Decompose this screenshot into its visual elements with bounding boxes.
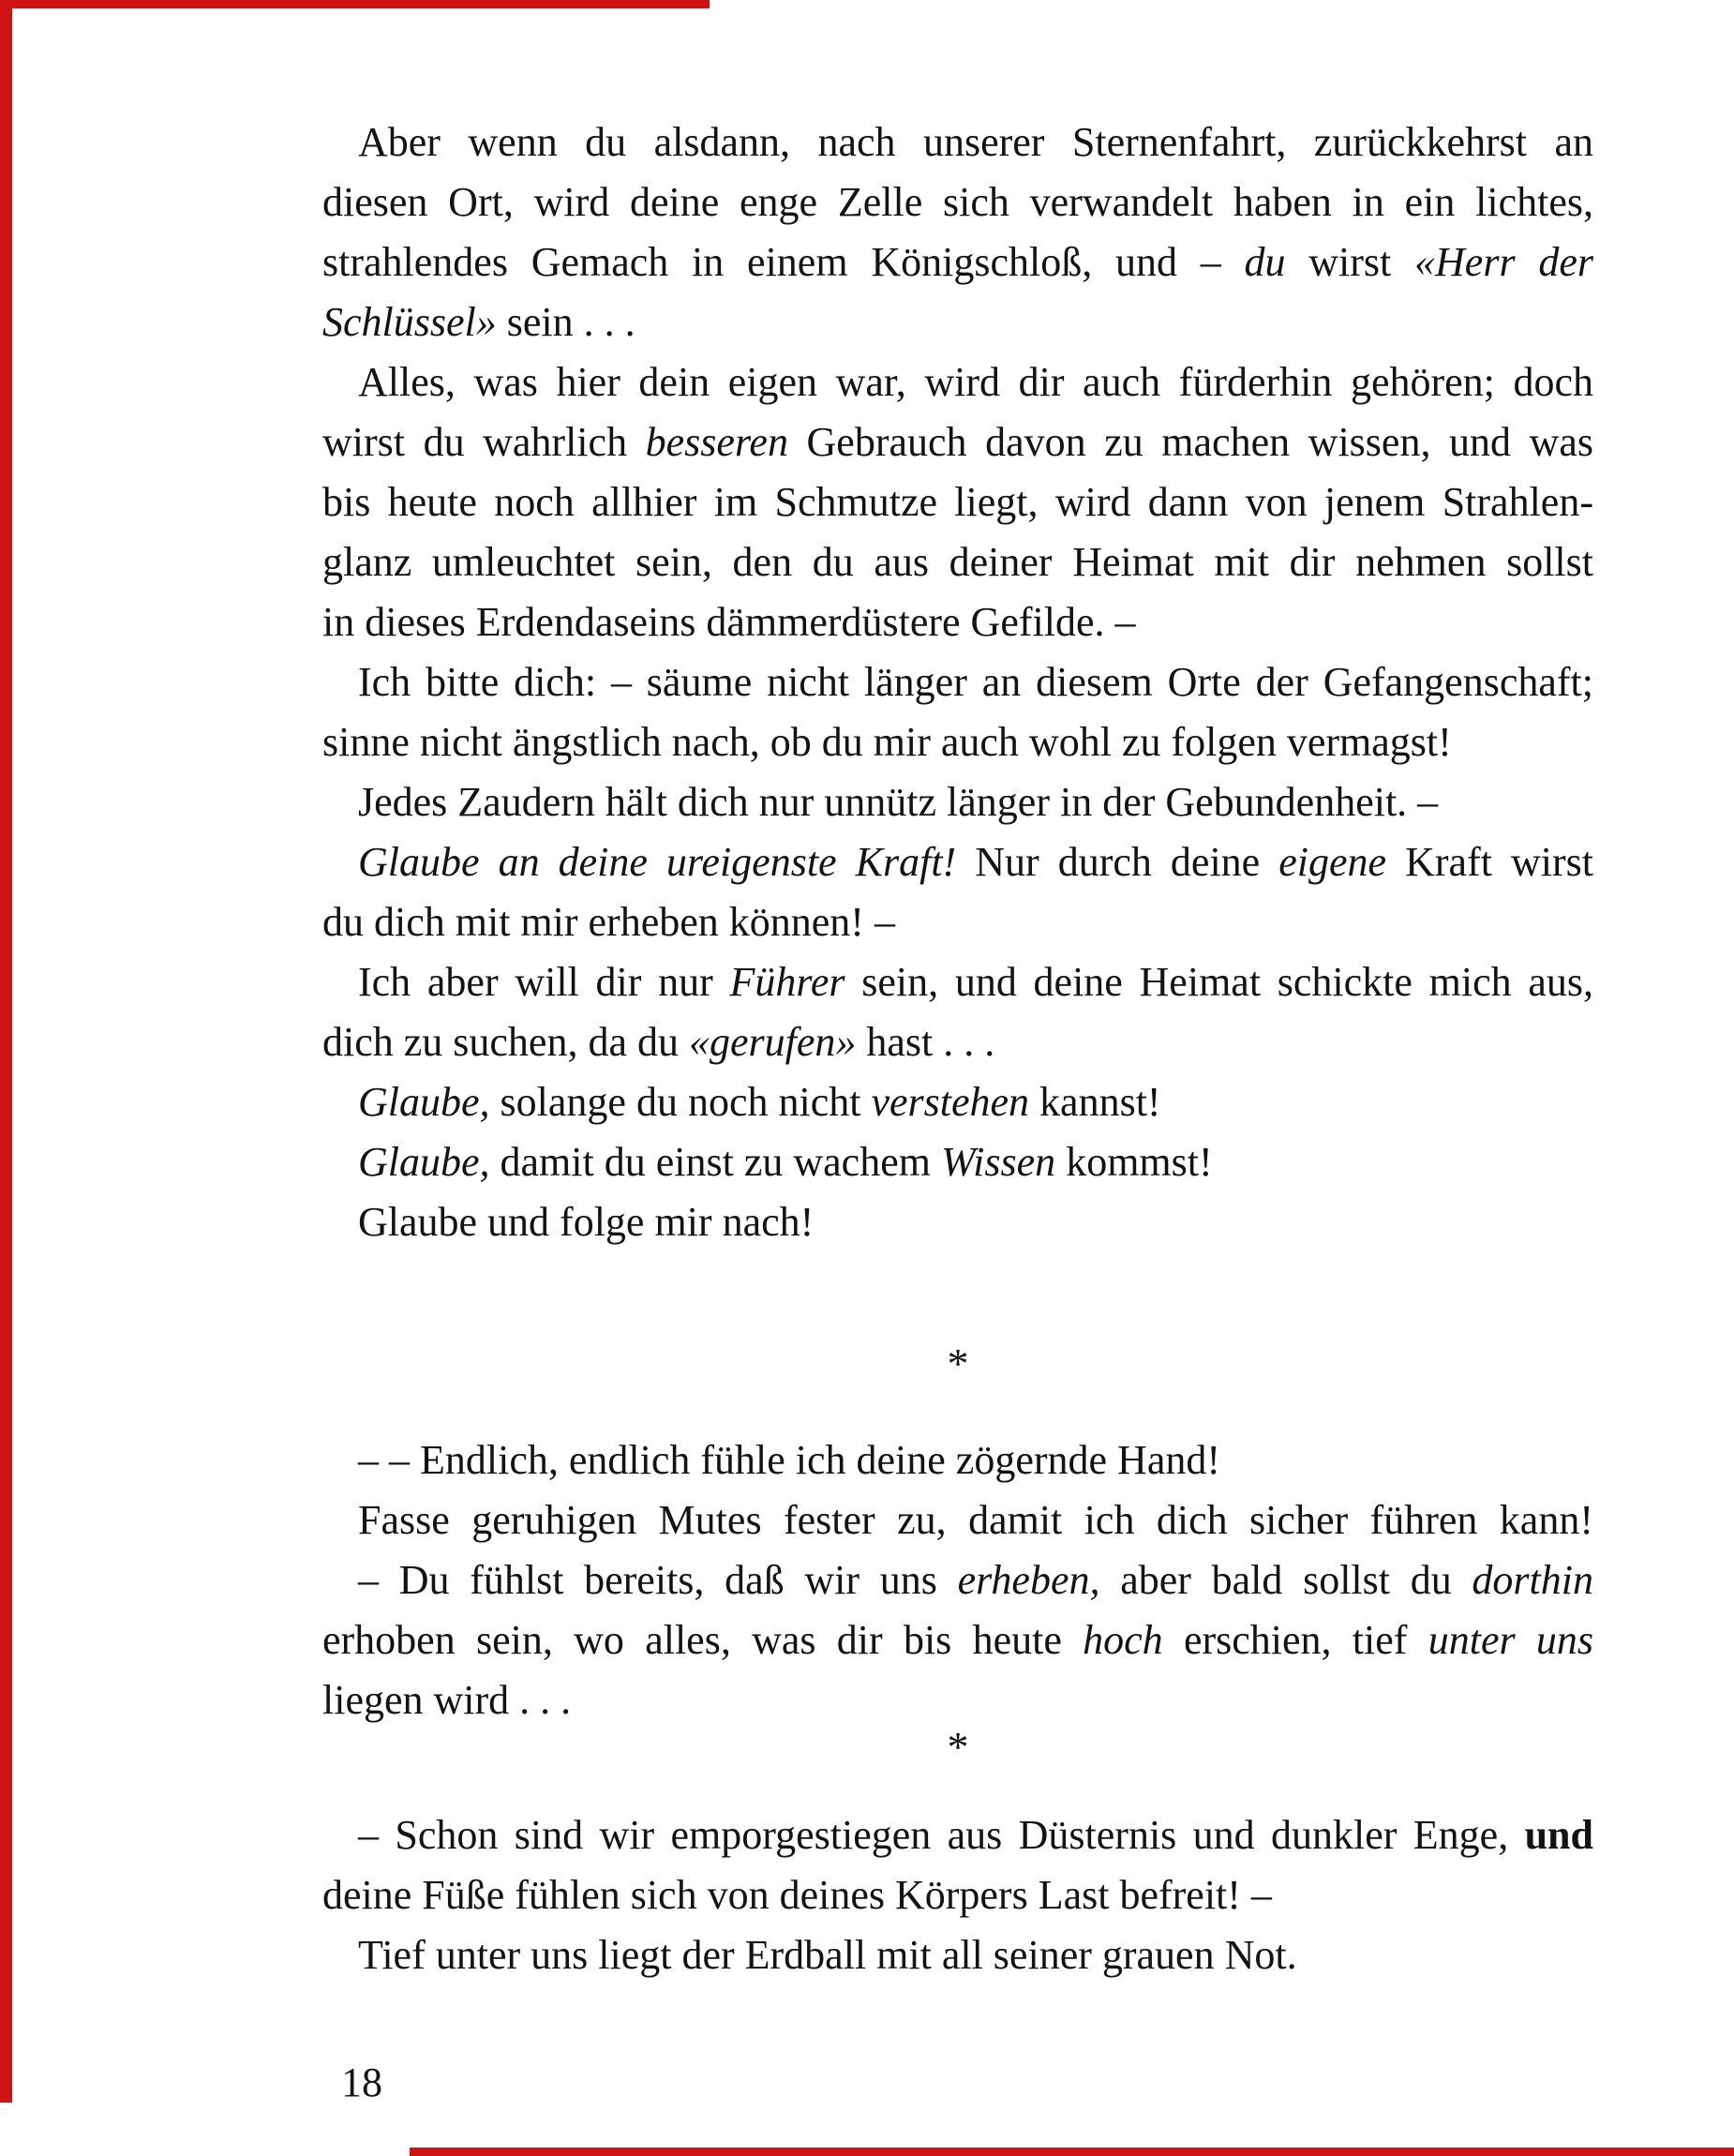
text-line — [322, 892, 1593, 952]
text-segment: sein . . . — [496, 299, 635, 345]
text-segment: «Herr der — [1414, 239, 1593, 285]
paragraph — [322, 652, 1593, 772]
text-segment: Glaube, — [358, 1079, 490, 1125]
text-segment: kommst! — [1055, 1139, 1213, 1185]
text-segment: Jedes Zaudern hält dich nur unnütz länger in der Gebundenheit. – — [358, 779, 1439, 825]
text-segment: sein, und deine Heimat schickte mich aus, — [845, 959, 1593, 1005]
text-line — [322, 1550, 1593, 1610]
text-segment: wirst du wahrlich — [322, 419, 646, 465]
text-segment: Schlüssel» — [322, 299, 497, 345]
page-number: 18 — [341, 2059, 382, 2105]
text-segment: liegen wird . . . — [322, 1677, 572, 1723]
paragraph — [322, 1192, 1593, 1252]
text-line — [322, 1430, 1593, 1490]
text-line — [322, 352, 1593, 412]
text-line — [322, 172, 1593, 232]
text-segment: Ich bitte dich: – säume nicht länger an diesem Orte der Gefangenschaft; — [358, 659, 1593, 705]
text-segment: kannst! — [1029, 1079, 1161, 1125]
paragraph — [322, 1132, 1593, 1192]
paragraph — [322, 1490, 1593, 1550]
scan-edge-mark-bottom — [410, 2148, 1734, 2156]
scan-edge-mark-left — [0, 0, 12, 2103]
text-segment: Kraft wirst — [1386, 839, 1593, 885]
text-segment: Ich aber will dir nur — [358, 959, 730, 1005]
paragraph — [322, 1072, 1593, 1132]
text-segment: Wissen — [940, 1139, 1056, 1185]
text-segment: solange du noch nicht — [489, 1079, 872, 1125]
section-separator: * — [947, 1340, 969, 1387]
text-segment: strahlendes Gemach in einem Königschloß, und – — [322, 239, 1245, 285]
text-segment: sinne nicht ängstlich nach, ob du mir auch wohl zu folgen vermagst! — [322, 719, 1452, 765]
text-segment: dich zu suchen, da du — [322, 1019, 689, 1065]
text-segment: erhoben sein, wo alles, was dir bis heute — [322, 1617, 1084, 1663]
text-line — [322, 472, 1593, 532]
text-line — [322, 232, 1593, 292]
text-segment: in dieses Erdendaseins dämmerdüstere Gefilde. – — [322, 599, 1136, 645]
text-segment: «gerufen» — [689, 1019, 857, 1065]
text-segment: Alles, was hier dein eigen war, wird dir auch fürderhin gehören; doch — [358, 359, 1593, 405]
text-segment: erheben, — [957, 1557, 1100, 1603]
text-segment: Nur durch deine — [956, 839, 1279, 885]
text-segment: – Schon sind wir emporgestiegen aus Düsternis und dunkler Enge, — [358, 1812, 1525, 1858]
text-segment: Fasse geruhigen Mutes fester zu, damit ich dich sicher führen kann! — [358, 1497, 1593, 1543]
paragraph — [322, 1430, 1593, 1490]
text-line — [322, 1925, 1593, 1985]
paragraph — [322, 112, 1593, 352]
section-separator: * — [947, 1723, 969, 1771]
paragraph — [322, 772, 1593, 832]
text-segment: aber bald sollst du — [1099, 1557, 1472, 1603]
text-segment: Gebrauch davon zu machen wissen, und was — [787, 419, 1594, 465]
text-line — [322, 112, 1593, 172]
text-line — [322, 1192, 1593, 1252]
text-column — [322, 112, 1593, 1985]
text-line — [322, 712, 1593, 772]
text-segment: Glaube, — [358, 1139, 490, 1185]
text-line — [322, 412, 1593, 472]
text-line — [322, 772, 1593, 832]
text-segment: erschien, tief — [1162, 1617, 1428, 1663]
text-line — [322, 952, 1593, 1012]
text-line — [322, 1012, 1593, 1072]
text-segment: hast . . . — [856, 1019, 995, 1065]
text-segment: damit du einst zu wachem — [489, 1139, 941, 1185]
text-segment: – – Endlich, endlich fühle ich deine zögernde Hand! — [358, 1437, 1221, 1483]
text-segment: besseren — [645, 419, 788, 465]
paragraph — [322, 352, 1593, 652]
text-line — [322, 652, 1593, 712]
text-line — [322, 292, 1593, 352]
text-segment: deine Füße fühlen sich von deines Körpers Last befreit! – — [322, 1872, 1272, 1918]
text-segment: glanz umleuchtet sein, den du aus deiner Heimat mit dir nehmen sollst — [322, 539, 1593, 585]
text-line — [322, 1865, 1593, 1925]
text-segment: Glaube an deine ureigenste Kraft! — [358, 839, 957, 885]
text-line — [322, 532, 1593, 592]
text-line — [322, 1132, 1593, 1192]
scan-edge-mark-top — [0, 0, 710, 8]
paragraph — [322, 1805, 1593, 1925]
text-segment: und — [1524, 1812, 1593, 1858]
text-line — [322, 1490, 1593, 1550]
paragraph — [322, 1550, 1593, 1730]
paragraph — [322, 1925, 1593, 1985]
text-segment: eigene — [1278, 839, 1387, 885]
text-segment: dorthin — [1472, 1557, 1593, 1603]
text-line — [322, 832, 1593, 892]
paragraph — [322, 832, 1593, 952]
text-segment: wirst — [1285, 239, 1415, 285]
text-segment: Tief unter uns liegt der Erdball mit all seiner grauen Not. — [358, 1932, 1297, 1978]
text-line — [322, 1805, 1593, 1865]
text-segment: Aber wenn du alsdann, nach unserer Sternenfahrt, zurückkehrst an — [358, 119, 1593, 165]
text-segment: du dich mit mir erheben können! – — [322, 899, 895, 945]
text-segment: – Du fühlst bereits, daß wir uns — [358, 1557, 958, 1603]
text-segment: Glaube und folge mir nach! — [358, 1199, 815, 1245]
text-segment: diesen Ort, wird deine enge Zelle sich verwandelt haben in ein lichtes, — [322, 179, 1593, 225]
text-line — [322, 1072, 1593, 1132]
text-line — [322, 1610, 1593, 1670]
text-segment: unter uns — [1428, 1617, 1593, 1663]
paragraph — [322, 952, 1593, 1072]
text-segment: bis heute noch allhier im Schmutze liegt, wird dann von jenem Strahlen- — [322, 479, 1593, 525]
text-segment: verstehen — [871, 1079, 1030, 1125]
text-segment: hoch — [1083, 1617, 1163, 1663]
text-line — [322, 592, 1593, 652]
text-segment: Führer — [729, 959, 845, 1005]
text-segment: du — [1244, 239, 1286, 285]
